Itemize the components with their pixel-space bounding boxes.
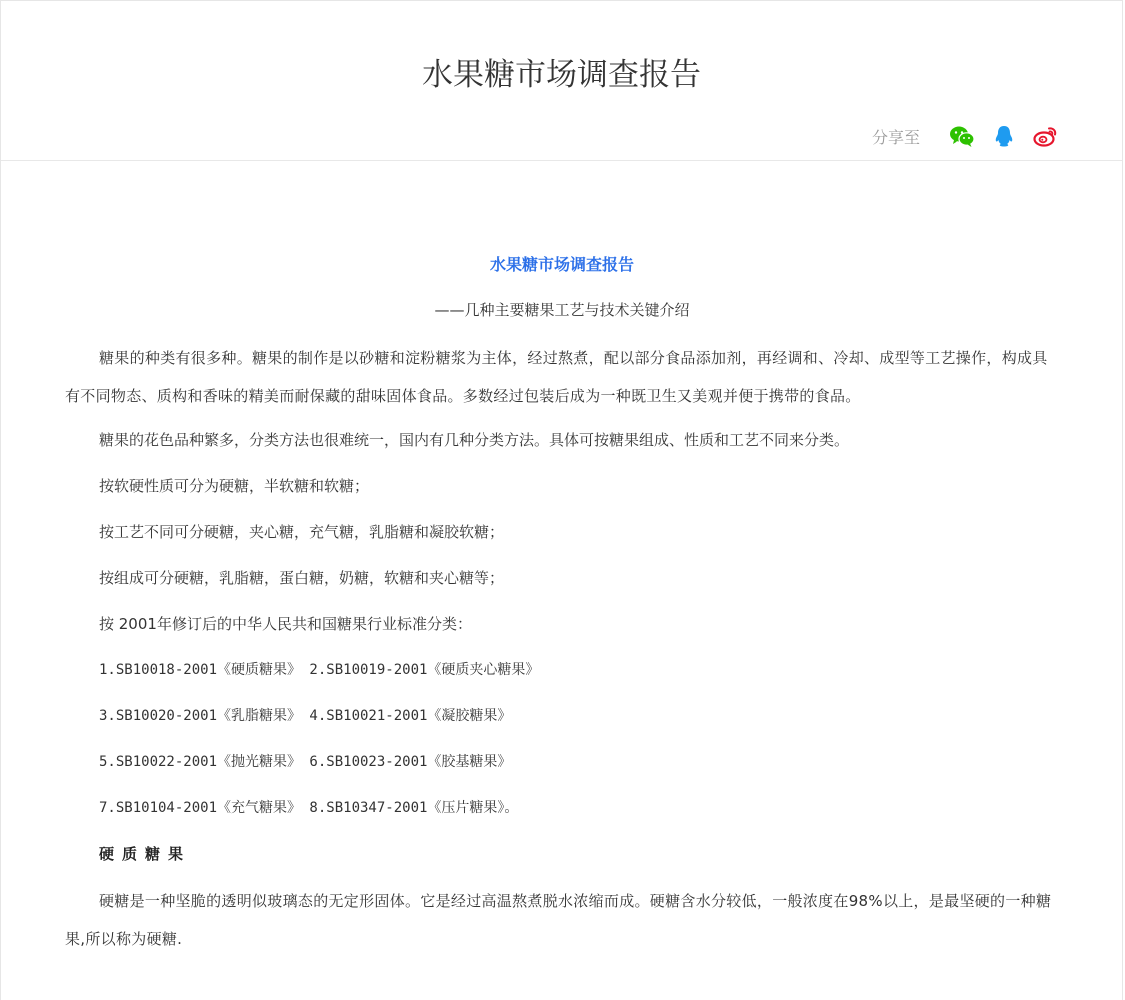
- section-heading: 硬质糖果: [99, 845, 192, 863]
- article-title: 水果糖市场调查报告: [489, 255, 634, 274]
- qq-icon[interactable]: [990, 122, 1018, 150]
- share-label: 分享至: [871, 127, 920, 147]
- standard-line: 5.SB10022-2001《抛光糖果》 6.SB10023-2001《胶基糖果》: [99, 754, 512, 770]
- weibo-icon[interactable]: [1032, 122, 1060, 150]
- standard-line: 7.SB10104-2001《充气糖果》 8.SB10347-2001《压片糖果》。: [99, 800, 519, 816]
- page-header: [1, 1, 1122, 161]
- paragraph: 糖果的种类有很多种。糖果的制作是以砂糖和淀粉糖浆为主体，经过熬煮，配以部分食品添加剂，再经调和、冷却、成型等工艺操作，构成具有不同物态、质构和香味的精美而耐保藏的甜味固体食品。多数经过包装后成为一种既卫生又美观并便于携带的食品。: [65, 349, 1048, 405]
- article-subtitle: ——几种主要糖果工艺与技术关键介绍: [434, 301, 690, 319]
- share-bar: [872, 121, 1060, 151]
- article-content: [65, 243, 1059, 958]
- paragraph: 按软硬性质可分为硬糖，半软糖和软糖；: [99, 477, 370, 495]
- standard-line: 1.SB10018-2001《硬质糖果》 2.SB10019-2001《硬质夹心糖果》: [99, 662, 540, 678]
- standard-line: 3.SB10020-2001《乳脂糖果》 4.SB10021-2001《凝胶糖果》: [99, 708, 512, 724]
- paragraph: 按组成可分硬糖，乳脂糖，蛋白糖，奶糖，软糖和夹心糖等；: [99, 569, 505, 587]
- wechat-icon[interactable]: [948, 122, 976, 150]
- page-title: 水果糖市场调查报告: [422, 57, 701, 93]
- paragraph: 按工艺不同可分硬糖，夹心糖，充气糖，乳脂糖和凝胶软糖；: [99, 523, 505, 541]
- paragraph: 硬糖是一种坚脆的透明似玻璃态的无定形固体。它是经过高温熬煮脱水浓缩而成。硬糖含水分较低，一般浓度在98%以上，是最坚硬的一种糖果,所以称为硬糖.: [65, 892, 1052, 948]
- paragraph: 糖果的花色品种繁多，分类方法也很难统一，国内有几种分类方法。具体可按糖果组成、性质和工艺不同来分类。: [99, 431, 850, 449]
- paragraph: 按 2001年修订后的中华人民共和国糖果行业标准分类：: [99, 615, 472, 633]
